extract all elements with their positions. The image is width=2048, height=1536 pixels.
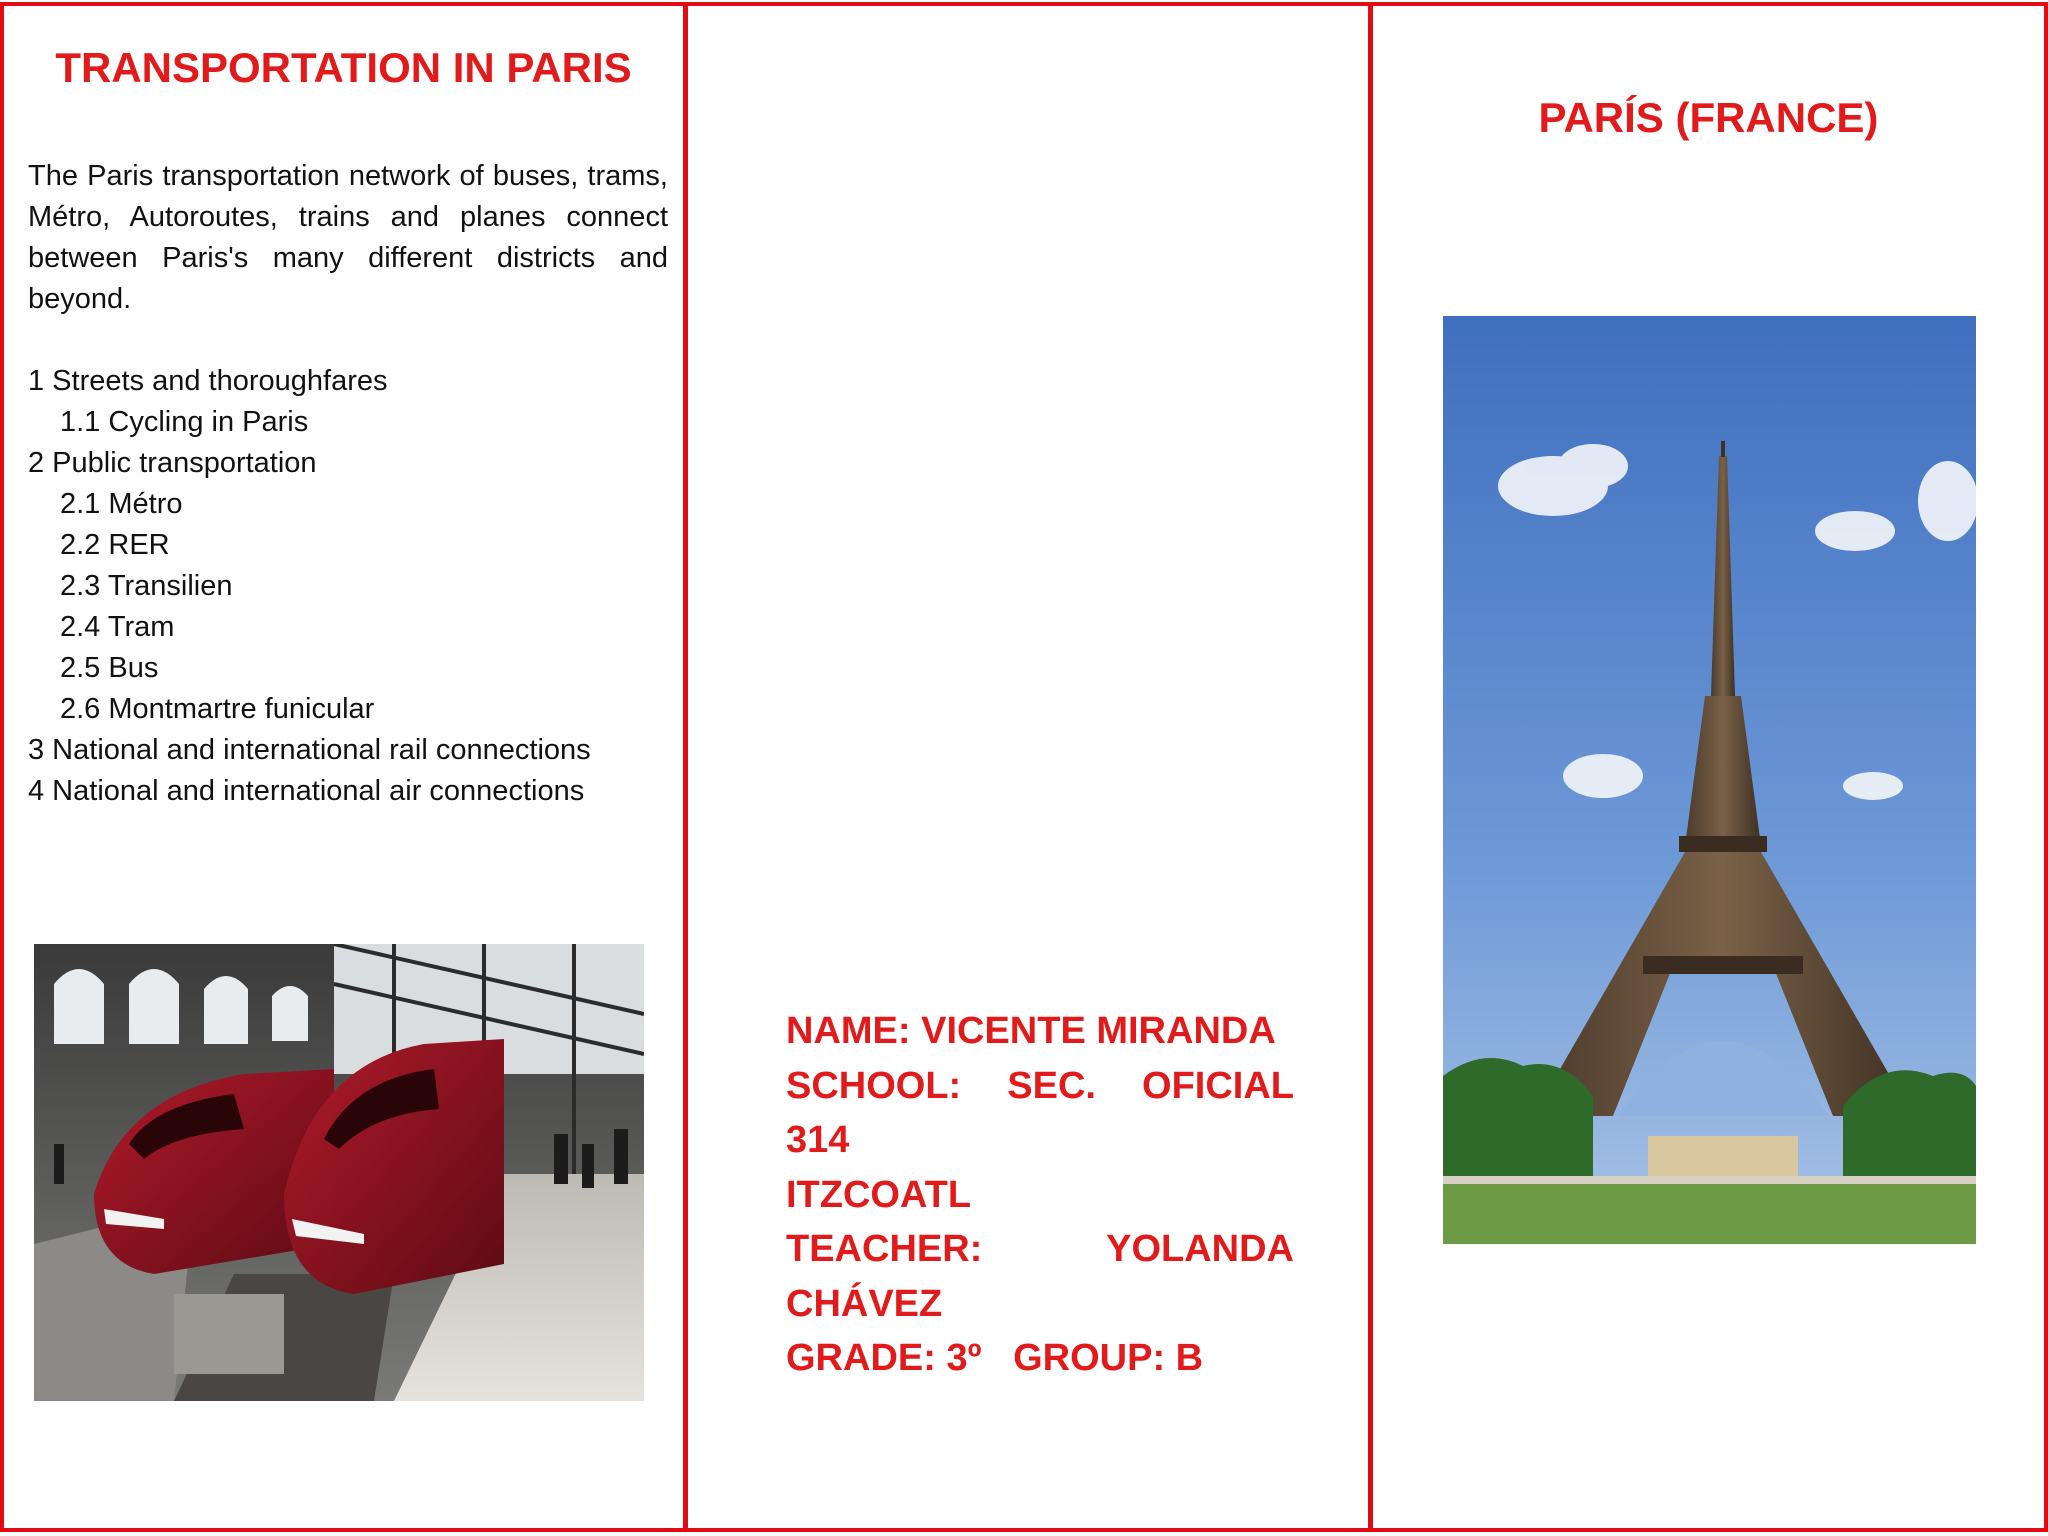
teacher-first-name: YOLANDA: [1106, 1228, 1294, 1270]
toc-subitem: 2.2 RER: [60, 529, 170, 561]
toc-item: 4 National and international air connections: [28, 775, 585, 807]
eiffel-tower-photo: [1443, 316, 1976, 1244]
toc-subitem: 2.6 Montmartre funicular: [60, 693, 375, 725]
school-line: SCHOOL: SEC. OFICIAL 314: [786, 1064, 1294, 1161]
toc-item: 2 Public transportation: [28, 447, 317, 479]
teacher-last-name: CHÁVEZ: [786, 1282, 943, 1325]
grade-group-line: GRADE: 3º GROUP: B: [786, 1337, 1204, 1379]
transportation-title: TRANSPORTATION IN PARIS: [55, 44, 632, 91]
toc-item: 1 Streets and thoroughfares: [28, 365, 388, 397]
intro-paragraph: The Paris transportation network of buses, trams, Métro, Autoroutes, trains and planes connect between Paris's many different districts and beyond.: [28, 160, 668, 315]
toc-subitem: 2.4 Tram: [60, 611, 175, 643]
paris-france-title: PARÍS (FRANCE): [1538, 94, 1879, 141]
school-line-cont: ITZCOATL: [786, 1173, 972, 1216]
toc-subitem: 2.3 Transilien: [60, 570, 233, 602]
train-station-photo: [34, 944, 644, 1401]
teacher-label: TEACHER:: [786, 1228, 983, 1270]
table-of-contents: [28, 361, 678, 812]
teacher-line: [786, 1222, 1294, 1277]
toc-item: 3 National and international rail connections: [28, 734, 591, 766]
name-line: NAME: VICENTE MIRANDA: [786, 1010, 1276, 1052]
toc-subitem: 2.5 Bus: [60, 652, 159, 684]
toc-subitem: 1.1 Cycling in Paris: [60, 406, 309, 438]
toc-subitem: 2.1 Métro: [60, 488, 183, 520]
student-info: [786, 1004, 1294, 1386]
